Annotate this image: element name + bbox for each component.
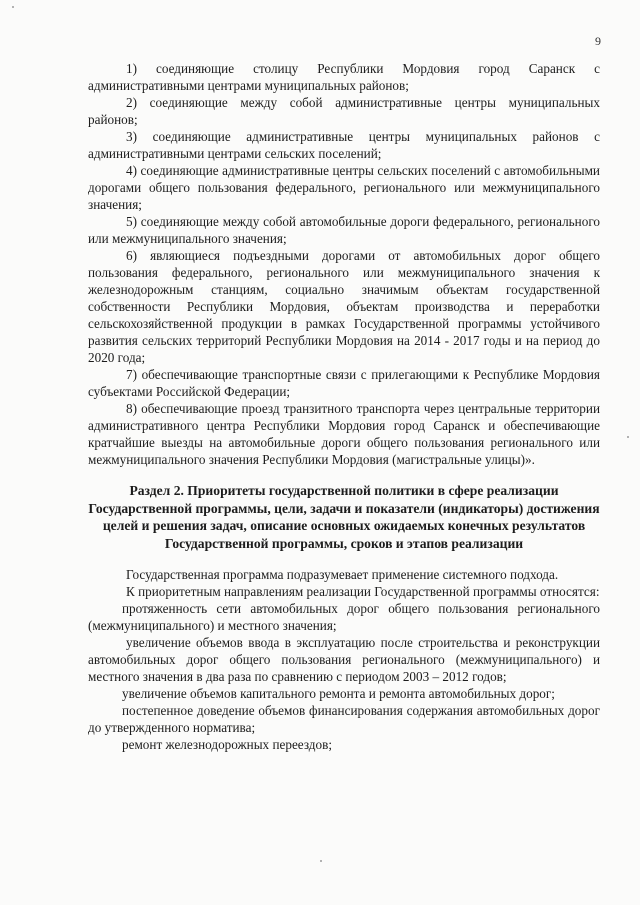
paragraph: постепенное доведение объемов финансирования содержания автомобильных дорог до утвержденного норматива; [88,703,600,735]
list-item: 7) обеспечивающие транспортные связи с прилегающими к Республике Мордовия субъектами Российской Федерации; [88,367,600,399]
paragraph: ремонт железнодорожных переездов; [122,737,332,752]
list-item: 3) соединяющие административные центры муниципальных районов с административными центрами сельских поселений; [88,129,600,161]
page-number: 9 [595,34,601,48]
list-item: 5) соединяющие между собой автомобильные дороги федерального, регионального или межмуниципального значения; [88,214,600,246]
road-list [88,60,600,468]
scan-speck [12,6,14,8]
scan-speck [320,860,322,862]
list-item: 1) соединяющие столицу Республики Мордовия город Саранск с административными центрами муниципальных районов; [88,61,600,93]
list-item: 2) соединяющие между собой административные центры муниципальных районов; [88,95,600,127]
list-item: 4) соединяющие административные центры сельских поселений с автомобильными дорогами общего пользования федерального, регионального или межмуниципального значения; [88,163,600,212]
paragraph: протяженность сети автомобильных дорог общего пользования регионального (межмуниципального) и местного значения; [88,601,600,633]
list-item: 6) являющиеся подъездными дорогами от автомобильных дорог общего пользования федерального, регионального или межмуниципального значения к железнодорожным станциям, социально значимым объектам государственной собственности Республики Мордовия, объектам производства и переработки сельскохозяйственной продукции в рамках Государственной программы устойчивого развития сельских территорий Республики Мордовия на 2014 - 2017 годы и на период до 2020 года; [88,248,600,365]
document-body [88,60,600,753]
paragraph: Государственная программа подразумевает применение системного подхода. [126,567,559,582]
section-title: Раздел 2. Приоритеты государственной политики в сфере реализации Государственной программы, цели, задачи и показатели (индикаторы) достижения целей и решения задач, описание основных ожидаемых конечных результатов Государственной программы, сроков и этапов реализации [88,483,600,551]
paragraph: увеличение объемов капитального ремонта и ремонта автомобильных дорог; [122,686,555,701]
paragraph: К приоритетным направлениям реализации Государственной программы относятся: [126,584,600,599]
paragraph: увеличение объемов ввода в эксплуатацию после строительства и реконструкции автомобильных дорог общего пользования регионального (межмуниципального) и местного значения в два раза по сравнению с периодом 2003 – 2012 годов; [88,635,600,684]
section-body [88,566,600,753]
scan-speck [627,436,629,438]
list-item: 8) обеспечивающие проезд транзитного транспорта через центральные территории административного центра Республики Мордовия город Саранск и обеспечивающие кратчайшие выезды на автомобильные дороги общего пользования регионального или межмуниципального значения Республики Мордовия (магистральные улицы)». [88,401,600,467]
